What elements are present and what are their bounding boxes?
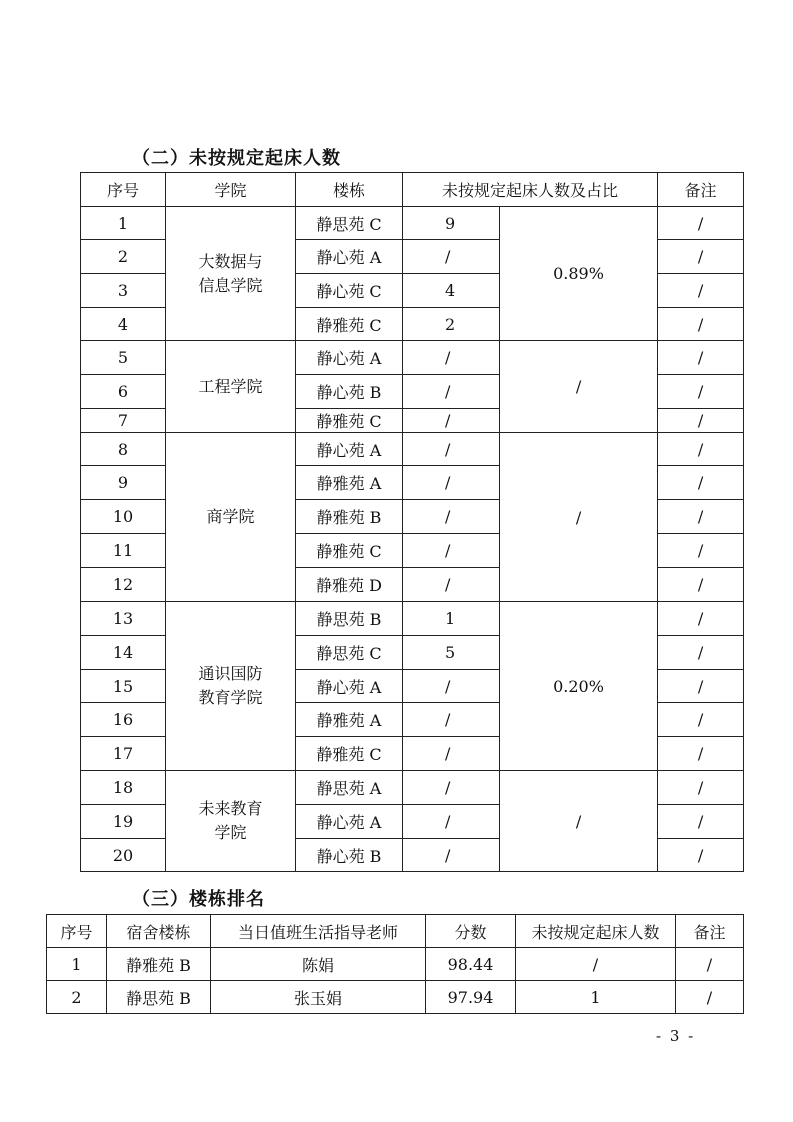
header-index: 序号 (47, 915, 107, 948)
duty-teacher: 张玉娟 (211, 981, 426, 1014)
score: 97.94 (426, 981, 516, 1014)
duty-teacher: 陈娟 (211, 948, 426, 981)
row-note: / (658, 839, 744, 872)
building-name: 静思苑 C (296, 636, 403, 670)
row-index: 4 (81, 308, 166, 341)
college-name: 商学院 (166, 433, 296, 602)
header-college: 学院 (166, 173, 296, 207)
not-up-count: / (516, 948, 676, 981)
row-note: / (658, 433, 744, 466)
header-count-and-ratio: 未按规定起床人数及占比 (403, 173, 658, 207)
not-up-count: / (403, 771, 500, 805)
building-name: 静心苑 B (296, 375, 403, 409)
wake-up-count-table-body (81, 207, 744, 872)
row-note: / (658, 207, 744, 240)
row-note: / (658, 670, 744, 703)
row-note: / (658, 805, 744, 839)
row-note: / (658, 466, 744, 500)
row-index: 6 (81, 375, 166, 409)
building-name: 静雅苑 A (296, 703, 403, 737)
not-up-count: / (403, 466, 500, 500)
score: 98.44 (426, 948, 516, 981)
not-up-count: / (403, 500, 500, 534)
building-name: 静思苑 B (296, 602, 403, 636)
row-index: 2 (81, 240, 166, 274)
header-note: 备注 (658, 173, 744, 207)
not-up-count: / (403, 375, 500, 409)
header-score: 分数 (426, 915, 516, 948)
header-note: 备注 (676, 915, 744, 948)
college-name: 通识国防教育学院 (166, 602, 296, 771)
not-up-count: 9 (403, 207, 500, 240)
building-name: 静心苑 B (296, 839, 403, 872)
building-name: 静心苑 A (296, 805, 403, 839)
row-note: / (658, 375, 744, 409)
building-name: 静雅苑 B (296, 500, 403, 534)
not-up-count: / (403, 805, 500, 839)
building-name: 静心苑 A (296, 433, 403, 466)
dorm-building: 静思苑 B (107, 981, 211, 1014)
row-note: / (658, 703, 744, 737)
row-index: 19 (81, 805, 166, 839)
row-index: 7 (81, 409, 166, 433)
row-index: 1 (81, 207, 166, 240)
row-note: / (658, 534, 744, 568)
not-up-count: / (403, 433, 500, 466)
row-index: 17 (81, 737, 166, 771)
row-index: 13 (81, 602, 166, 636)
row-index: 20 (81, 839, 166, 872)
not-up-count: / (403, 409, 500, 433)
group-ratio: / (500, 771, 658, 872)
row-index: 14 (81, 636, 166, 670)
table-row (81, 207, 744, 240)
not-up-count: / (403, 737, 500, 771)
section-title-building-ranking: （三）楼栋排名 (132, 889, 265, 910)
not-up-count: / (403, 534, 500, 568)
row-note: / (658, 308, 744, 341)
header-building: 楼栋 (296, 173, 403, 207)
row-note: / (658, 602, 744, 636)
not-up-count: 1 (516, 981, 676, 1014)
header-count: 未按规定起床人数 (516, 915, 676, 948)
building-name: 静雅苑 C (296, 737, 403, 771)
building-name: 静心苑 C (296, 274, 403, 308)
not-up-count: 5 (403, 636, 500, 670)
row-note: / (658, 636, 744, 670)
row-index: 16 (81, 703, 166, 737)
table-row (81, 433, 744, 466)
not-up-count: / (403, 240, 500, 274)
building-name: 静心苑 A (296, 240, 403, 274)
building-name: 静雅苑 C (296, 534, 403, 568)
header-duty-teacher: 当日值班生活指导老师 (211, 915, 426, 948)
table-row (81, 771, 744, 805)
building-name: 静雅苑 A (296, 466, 403, 500)
not-up-count: / (403, 341, 500, 375)
not-up-count: 2 (403, 308, 500, 341)
building-name: 静心苑 A (296, 341, 403, 375)
table-row (47, 948, 744, 981)
group-ratio: / (500, 433, 658, 602)
header-index: 序号 (81, 173, 166, 207)
group-ratio: 0.20% (500, 602, 658, 771)
row-index: 8 (81, 433, 166, 466)
row-index: 15 (81, 670, 166, 703)
row-note: / (658, 500, 744, 534)
row-index: 18 (81, 771, 166, 805)
college-name: 未来教育学院 (166, 771, 296, 872)
row-index: 10 (81, 500, 166, 534)
building-name: 静雅苑 C (296, 409, 403, 433)
table-header-row (81, 173, 744, 207)
row-note: / (676, 981, 744, 1014)
not-up-count: 4 (403, 274, 500, 308)
wake-up-count-table (80, 172, 744, 872)
group-ratio: 0.89% (500, 207, 658, 341)
row-index: 5 (81, 341, 166, 375)
row-note: / (658, 568, 744, 602)
building-ranking-table-body (47, 948, 744, 1014)
row-index: 9 (81, 466, 166, 500)
row-index: 1 (47, 948, 107, 981)
group-ratio: / (500, 341, 658, 433)
not-up-count: 1 (403, 602, 500, 636)
row-note: / (676, 948, 744, 981)
row-note: / (658, 737, 744, 771)
building-name: 静雅苑 D (296, 568, 403, 602)
row-index: 2 (47, 981, 107, 1014)
row-note: / (658, 341, 744, 375)
college-name: 大数据与信息学院 (166, 207, 296, 341)
table-row (81, 341, 744, 375)
college-name: 工程学院 (166, 341, 296, 433)
table-header-row (47, 915, 744, 948)
row-note: / (658, 274, 744, 308)
row-note: / (658, 409, 744, 433)
row-index: 12 (81, 568, 166, 602)
building-name: 静心苑 A (296, 670, 403, 703)
row-note: / (658, 771, 744, 805)
building-name: 静思苑 A (296, 771, 403, 805)
page-number: - 3 - (656, 1027, 696, 1045)
section-title-wake-up-count: （二）未按规定起床人数 (132, 148, 341, 169)
building-ranking-table (46, 914, 744, 1014)
not-up-count: / (403, 839, 500, 872)
not-up-count: / (403, 670, 500, 703)
row-index: 3 (81, 274, 166, 308)
table-row (47, 981, 744, 1014)
not-up-count: / (403, 568, 500, 602)
dorm-building: 静雅苑 B (107, 948, 211, 981)
building-name: 静思苑 C (296, 207, 403, 240)
table-row (81, 602, 744, 636)
header-dorm-building: 宿舍楼栋 (107, 915, 211, 948)
row-index: 11 (81, 534, 166, 568)
row-note: / (658, 240, 744, 274)
building-name: 静雅苑 C (296, 308, 403, 341)
not-up-count: / (403, 703, 500, 737)
